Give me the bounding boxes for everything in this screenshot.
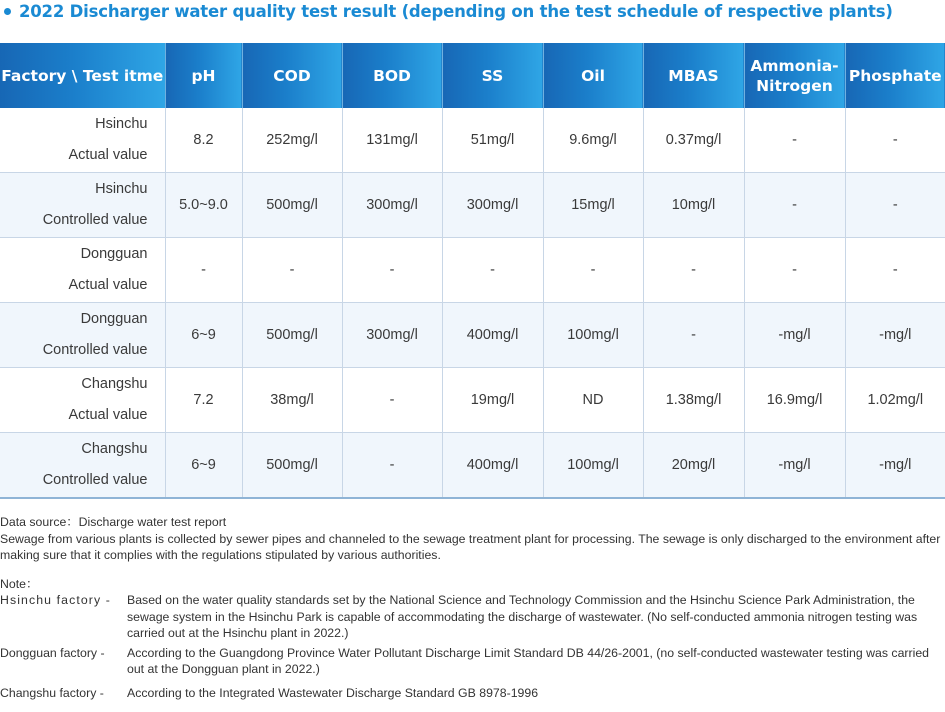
page-title bbox=[0, 0, 893, 24]
value-cell: 7.2 bbox=[165, 368, 242, 433]
value-cell: - bbox=[845, 173, 945, 238]
header-ph: pH bbox=[165, 43, 242, 108]
value-cell: 38mg/l bbox=[242, 368, 342, 433]
value-cell: 100mg/l bbox=[543, 303, 643, 368]
value-kind: Actual value bbox=[68, 147, 148, 163]
value-cell: - bbox=[845, 108, 945, 173]
value-kind: Controlled value bbox=[42, 472, 148, 488]
factory-name: Hsinchu bbox=[95, 181, 148, 197]
table-row bbox=[0, 238, 945, 303]
data-source: Data source：Discharge water test report bbox=[0, 515, 227, 529]
value-cell: 131mg/l bbox=[342, 108, 442, 173]
factory-name: Hsinchu bbox=[95, 116, 148, 132]
note-dongguan bbox=[0, 645, 945, 678]
value-cell: 15mg/l bbox=[543, 173, 643, 238]
sewage-description: Sewage from various plants is collected by sewer pipes and channeled to the sewage treatment plant for processing. The sewage is only discharged to the environment after making sure that it complies with the regulations stipulated by various authorities. bbox=[0, 531, 941, 562]
value-cell: 500mg/l bbox=[242, 173, 342, 238]
header-cod: COD bbox=[242, 43, 342, 108]
value-cell: - bbox=[744, 108, 845, 173]
value-cell: 20mg/l bbox=[643, 433, 744, 499]
value-cell: 252mg/l bbox=[242, 108, 342, 173]
value-cell: 5.0~9.0 bbox=[165, 173, 242, 238]
value-cell: - bbox=[242, 238, 342, 303]
value-cell: 0.37mg/l bbox=[643, 108, 744, 173]
table-row bbox=[0, 173, 945, 238]
value-cell: 400mg/l bbox=[442, 433, 543, 499]
value-cell: - bbox=[845, 238, 945, 303]
header-ammonia-nitrogen: Ammonia- Nitrogen bbox=[744, 43, 845, 108]
factory-cell bbox=[0, 173, 165, 238]
note-text: Based on the water quality standards set by the National Science and Technology Commission and the Hsinchu Science Park Administration, the sewage system in the Hsinchu Park is capable of accommodating the discharge of wastewater. (No self-conducted ammonia nitrogen testing was carried out at the Hsinchu plant in 2022.) bbox=[127, 593, 918, 640]
value-cell: -mg/l bbox=[744, 433, 845, 499]
value-cell: - bbox=[744, 173, 845, 238]
value-kind: Actual value bbox=[68, 407, 148, 423]
header-bod: BOD bbox=[342, 43, 442, 108]
factory-name: Dongguan bbox=[80, 311, 148, 327]
factory-cell bbox=[0, 238, 165, 303]
table-header-row bbox=[0, 43, 945, 108]
value-cell: - bbox=[342, 433, 442, 499]
water-quality-table bbox=[0, 43, 945, 499]
note-hsinchu bbox=[0, 592, 945, 642]
header-ss: SS bbox=[442, 43, 543, 108]
factory-name: Changshu bbox=[81, 441, 148, 457]
value-cell: 6~9 bbox=[165, 433, 242, 499]
note-text: According to the Integrated Wastewater Discharge Standard GB 8978-1996 bbox=[127, 685, 539, 700]
value-cell: - bbox=[643, 238, 744, 303]
value-cell: - bbox=[342, 368, 442, 433]
header-mbas: MBAS bbox=[643, 43, 744, 108]
value-kind: Controlled value bbox=[42, 342, 148, 358]
note-text: According to the Guangdong Province Water Pollutant Discharge Limit Standard DB 44/26-2001, (no self-conducted wastewater testing was carried out at the Dongguan plant in 2022.) bbox=[127, 645, 930, 676]
value-cell: -mg/l bbox=[744, 303, 845, 368]
value-cell: 1.38mg/l bbox=[643, 368, 744, 433]
value-cell: 9.6mg/l bbox=[543, 108, 643, 173]
value-cell: - bbox=[744, 238, 845, 303]
value-cell: -mg/l bbox=[845, 433, 945, 499]
value-cell: 6~9 bbox=[165, 303, 242, 368]
value-cell: 300mg/l bbox=[442, 173, 543, 238]
note-changshu bbox=[0, 685, 945, 702]
note-label: Note： bbox=[0, 576, 39, 591]
table-row bbox=[0, 108, 945, 173]
value-cell: - bbox=[543, 238, 643, 303]
value-cell: 100mg/l bbox=[543, 433, 643, 499]
factory-cell bbox=[0, 368, 165, 433]
value-cell: - bbox=[342, 238, 442, 303]
value-cell: 500mg/l bbox=[242, 433, 342, 499]
factory-cell bbox=[0, 108, 165, 173]
table-row bbox=[0, 433, 945, 499]
note-key: Dongguan factory - bbox=[0, 645, 105, 660]
value-cell: -mg/l bbox=[845, 303, 945, 368]
value-cell: 51mg/l bbox=[442, 108, 543, 173]
value-cell: 10mg/l bbox=[643, 173, 744, 238]
factory-cell bbox=[0, 433, 165, 499]
value-cell: 300mg/l bbox=[342, 303, 442, 368]
notes-section bbox=[0, 514, 945, 701]
value-cell: ND bbox=[543, 368, 643, 433]
table-row bbox=[0, 303, 945, 368]
value-kind: Actual value bbox=[68, 277, 148, 293]
factory-name: Dongguan bbox=[80, 246, 148, 262]
value-cell: - bbox=[442, 238, 543, 303]
value-cell: 16.9mg/l bbox=[744, 368, 845, 433]
header-factory: Factory \ Test itme bbox=[0, 43, 165, 108]
value-kind: Controlled value bbox=[42, 212, 148, 228]
note-key: Hsinchu factory - bbox=[0, 593, 111, 607]
value-cell: 400mg/l bbox=[442, 303, 543, 368]
factory-name: Changshu bbox=[81, 376, 148, 392]
value-cell: 19mg/l bbox=[442, 368, 543, 433]
table-row bbox=[0, 368, 945, 433]
value-cell: - bbox=[643, 303, 744, 368]
value-cell: 8.2 bbox=[165, 108, 242, 173]
header-phosphate: Phosphate bbox=[845, 43, 945, 108]
value-cell: - bbox=[165, 238, 242, 303]
spacer bbox=[0, 564, 945, 576]
page-title-text: 2022 Discharger water quality test result (depending on the test schedule of respective plants) bbox=[19, 2, 893, 21]
value-cell: 500mg/l bbox=[242, 303, 342, 368]
value-cell: 300mg/l bbox=[342, 173, 442, 238]
bullet-icon bbox=[4, 8, 11, 15]
note-key: Changshu factory - bbox=[0, 685, 104, 700]
value-cell: 1.02mg/l bbox=[845, 368, 945, 433]
factory-cell bbox=[0, 303, 165, 368]
header-oil: Oil bbox=[543, 43, 643, 108]
